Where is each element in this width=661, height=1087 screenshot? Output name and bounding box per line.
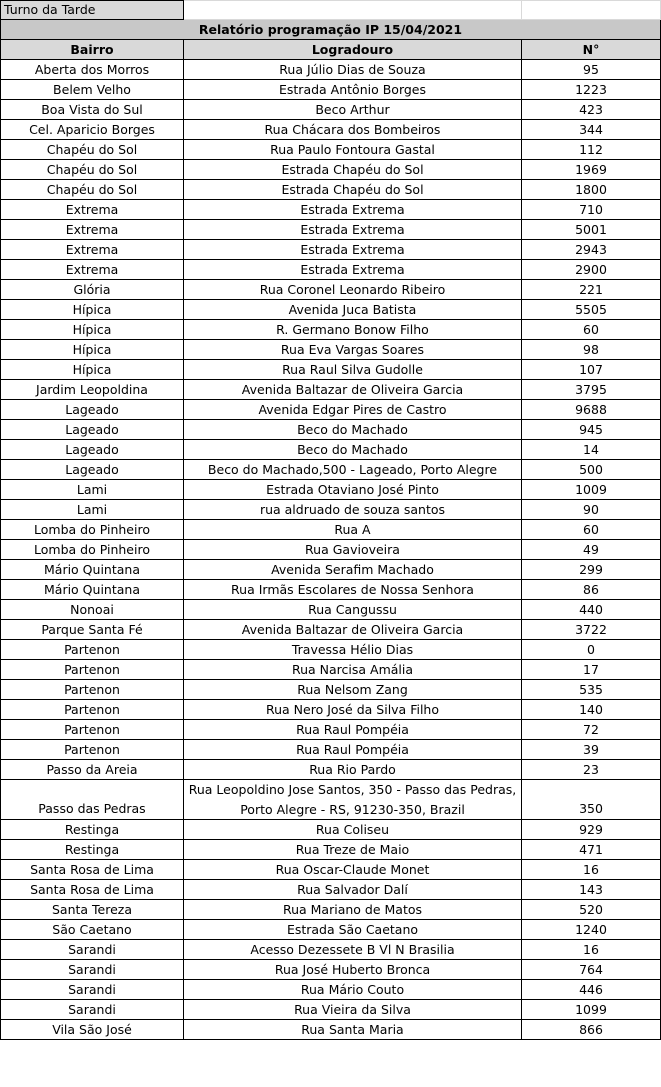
cell-numero[interactable]: 535: [522, 680, 661, 700]
cell-numero[interactable]: 86: [522, 580, 661, 600]
shift-row: [0, 0, 661, 20]
cell-bairro[interactable]: Sarandi: [0, 980, 184, 1000]
cell-numero[interactable]: 299: [522, 560, 661, 580]
cell-bairro[interactable]: Partenon: [0, 660, 184, 680]
cell-bairro[interactable]: Lageado: [0, 420, 184, 440]
cell-logradouro[interactable]: Estrada Chapéu do Sol: [184, 180, 522, 200]
empty-cell[interactable]: [522, 0, 661, 20]
table-row: [0, 480, 661, 500]
cell-logradouro[interactable]: Rua Salvador Dalí: [184, 880, 522, 900]
cell-numero[interactable]: 344: [522, 120, 661, 140]
table-row: [0, 840, 661, 860]
cell-numero[interactable]: 14: [522, 440, 661, 460]
cell-numero[interactable]: 2900: [522, 260, 661, 280]
cell-numero[interactable]: 764: [522, 960, 661, 980]
cell-numero[interactable]: 945: [522, 420, 661, 440]
cell-bairro[interactable]: Hípica: [0, 320, 184, 340]
cell-bairro[interactable]: Partenon: [0, 680, 184, 700]
table-row: [0, 440, 661, 460]
table-row: [0, 980, 661, 1000]
table-row: [0, 1020, 661, 1040]
cell-numero[interactable]: 140: [522, 700, 661, 720]
cell-logradouro[interactable]: Rua Júlio Dias de Souza: [184, 60, 522, 80]
table-row: [0, 920, 661, 940]
table-row: [0, 340, 661, 360]
cell-bairro[interactable]: Partenon: [0, 700, 184, 720]
cell-bairro[interactable]: Cel. Aparicio Borges: [0, 120, 184, 140]
cell-logradouro[interactable]: Rua Nelsom Zang: [184, 680, 522, 700]
cell-numero[interactable]: 9688: [522, 400, 661, 420]
cell-numero[interactable]: 520: [522, 900, 661, 920]
cell-bairro[interactable]: Lami: [0, 480, 184, 500]
cell-logradouro[interactable]: Estrada Otaviano José Pinto: [184, 480, 522, 500]
table-row: [0, 960, 661, 980]
cell-bairro[interactable]: Chapéu do Sol: [0, 180, 184, 200]
cell-bairro[interactable]: Sarandi: [0, 940, 184, 960]
cell-bairro[interactable]: Hípica: [0, 360, 184, 380]
title-row: [0, 20, 661, 40]
cell-bairro[interactable]: Partenon: [0, 720, 184, 740]
cell-logradouro[interactable]: Estrada Extrema: [184, 220, 522, 240]
cell-bairro[interactable]: Extrema: [0, 240, 184, 260]
cell-numero[interactable]: 23: [522, 760, 661, 780]
cell-logradouro[interactable]: Avenida Edgar Pires de Castro: [184, 400, 522, 420]
cell-bairro[interactable]: Hípica: [0, 340, 184, 360]
table-row: [0, 320, 661, 340]
cell-bairro[interactable]: Nonoai: [0, 600, 184, 620]
table-row: [0, 220, 661, 240]
cell-bairro[interactable]: Mário Quintana: [0, 560, 184, 580]
cell-logradouro[interactable]: Avenida Baltazar de Oliveira Garcia: [184, 380, 522, 400]
cell-logradouro[interactable]: Estrada São Caetano: [184, 920, 522, 940]
cell-logradouro[interactable]: Rua José Huberto Bronca: [184, 960, 522, 980]
cell-numero[interactable]: 1099: [522, 1000, 661, 1020]
cell-logradouro[interactable]: Rua Eva Vargas Soares: [184, 340, 522, 360]
cell-numero[interactable]: 112: [522, 140, 661, 160]
cell-bairro[interactable]: Belem Velho: [0, 80, 184, 100]
shift-label[interactable]: Turno da Tarde: [0, 0, 184, 20]
cell-logradouro[interactable]: Rua Treze de Maio: [184, 840, 522, 860]
header-bairro[interactable]: Bairro: [0, 40, 184, 60]
table-row: [0, 200, 661, 220]
table-row: [0, 80, 661, 100]
cell-bairro[interactable]: Glória: [0, 280, 184, 300]
cell-logradouro[interactable]: Avenida Juca Batista: [184, 300, 522, 320]
table-row: [0, 140, 661, 160]
cell-numero[interactable]: 3722: [522, 620, 661, 640]
cell-numero[interactable]: 221: [522, 280, 661, 300]
table-row: [0, 580, 661, 600]
cell-logradouro[interactable]: Travessa Hélio Dias: [184, 640, 522, 660]
table-row: [0, 940, 661, 960]
cell-numero[interactable]: 866: [522, 1020, 661, 1040]
cell-bairro[interactable]: Santa Rosa de Lima: [0, 880, 184, 900]
cell-numero[interactable]: 16: [522, 860, 661, 880]
cell-logradouro[interactable]: Rua Santa Maria: [184, 1020, 522, 1040]
cell-logradouro[interactable]: Rua Oscar-Claude Monet: [184, 860, 522, 880]
cell-bairro[interactable]: Jardim Leopoldina: [0, 380, 184, 400]
cell-numero[interactable]: 39: [522, 740, 661, 760]
cell-logradouro[interactable]: Estrada Extrema: [184, 200, 522, 220]
table-row: [0, 720, 661, 740]
cell-bairro[interactable]: Extrema: [0, 260, 184, 280]
cell-bairro[interactable]: Passo das Pedras: [0, 780, 184, 820]
table-row: [0, 540, 661, 560]
table-row: [0, 180, 661, 200]
cell-logradouro[interactable]: Rua Raul Pompéia: [184, 720, 522, 740]
table-row: [0, 460, 661, 480]
table-row: [0, 120, 661, 140]
cell-bairro[interactable]: Hípica: [0, 300, 184, 320]
table-row: [0, 520, 661, 540]
table-row: [0, 400, 661, 420]
cell-logradouro[interactable]: Rua Cangussu: [184, 600, 522, 620]
cell-bairro[interactable]: Lami: [0, 500, 184, 520]
cell-bairro[interactable]: Santa Tereza: [0, 900, 184, 920]
cell-numero[interactable]: 1240: [522, 920, 661, 940]
table-body: [0, 60, 661, 1040]
cell-logradouro[interactable]: Acesso Dezessete B Vl N Brasilia: [184, 940, 522, 960]
header-numero[interactable]: N°: [522, 40, 661, 60]
cell-logradouro[interactable]: Rua Raul Pompéia: [184, 740, 522, 760]
table-row: [0, 100, 661, 120]
table-row: [0, 60, 661, 80]
cell-numero[interactable]: 17: [522, 660, 661, 680]
cell-numero[interactable]: 49: [522, 540, 661, 560]
cell-numero[interactable]: 423: [522, 100, 661, 120]
cell-logradouro[interactable]: Avenida Baltazar de Oliveira Garcia: [184, 620, 522, 640]
cell-numero[interactable]: 710: [522, 200, 661, 220]
cell-numero[interactable]: 107: [522, 360, 661, 380]
cell-numero[interactable]: 350: [522, 780, 661, 820]
cell-logradouro[interactable]: Estrada Extrema: [184, 260, 522, 280]
table-row: [0, 280, 661, 300]
table-row: [0, 820, 661, 840]
cell-logradouro[interactable]: Rua Rio Pardo: [184, 760, 522, 780]
cell-bairro[interactable]: Chapéu do Sol: [0, 140, 184, 160]
cell-logradouro[interactable]: Rua Chácara dos Bombeiros: [184, 120, 522, 140]
cell-bairro[interactable]: Lomba do Pinheiro: [0, 540, 184, 560]
cell-logradouro[interactable]: Rua Raul Silva Gudolle: [184, 360, 522, 380]
cell-logradouro[interactable]: Rua Nero José da Silva Filho: [184, 700, 522, 720]
cell-bairro[interactable]: São Caetano: [0, 920, 184, 940]
cell-bairro[interactable]: Vila São José: [0, 1020, 184, 1040]
cell-logradouro[interactable]: Rua Narcisa Amália: [184, 660, 522, 680]
table-row: [0, 620, 661, 640]
cell-logradouro[interactable]: Rua A: [184, 520, 522, 540]
table-row: [0, 300, 661, 320]
table-row: [0, 740, 661, 760]
cell-logradouro[interactable]: Beco do Machado,500 - Lageado, Porto Alegre: [184, 460, 522, 480]
cell-logradouro[interactable]: Beco do Machado: [184, 420, 522, 440]
cell-numero[interactable]: 1223: [522, 80, 661, 100]
empty-cell[interactable]: [184, 0, 522, 20]
cell-bairro[interactable]: Sarandi: [0, 1000, 184, 1020]
cell-logradouro[interactable]: R. Germano Bonow Filho: [184, 320, 522, 340]
cell-numero[interactable]: 1009: [522, 480, 661, 500]
table-row: [0, 260, 661, 280]
cell-numero[interactable]: 929: [522, 820, 661, 840]
cell-numero[interactable]: 72: [522, 720, 661, 740]
cell-logradouro[interactable]: [184, 780, 522, 820]
cell-numero[interactable]: 95: [522, 60, 661, 80]
cell-bairro[interactable]: Chapéu do Sol: [0, 160, 184, 180]
cell-logradouro[interactable]: Beco do Machado: [184, 440, 522, 460]
table-row: [0, 160, 661, 180]
cell-numero[interactable]: 143: [522, 880, 661, 900]
cell-bairro[interactable]: Lageado: [0, 440, 184, 460]
cell-logradouro[interactable]: Estrada Extrema: [184, 240, 522, 260]
cell-numero[interactable]: 90: [522, 500, 661, 520]
header-row: [0, 40, 661, 60]
cell-logradouro[interactable]: Rua Mariano de Matos: [184, 900, 522, 920]
cell-bairro[interactable]: Parque Santa Fé: [0, 620, 184, 640]
cell-numero[interactable]: 0: [522, 640, 661, 660]
cell-logradouro[interactable]: Rua Vieira da Silva: [184, 1000, 522, 1020]
cell-numero[interactable]: 471: [522, 840, 661, 860]
cell-numero[interactable]: 440: [522, 600, 661, 620]
report-title[interactable]: Relatório programação IP 15/04/2021: [0, 20, 661, 40]
cell-logradouro[interactable]: Rua Coronel Leonardo Ribeiro: [184, 280, 522, 300]
cell-logradouro[interactable]: Rua Gavioveira: [184, 540, 522, 560]
table-row: [0, 600, 661, 620]
cell-bairro[interactable]: Mário Quintana: [0, 580, 184, 600]
cell-numero[interactable]: 98: [522, 340, 661, 360]
cell-logradouro[interactable]: Rua Irmãs Escolares de Nossa Senhora: [184, 580, 522, 600]
cell-bairro[interactable]: Sarandi: [0, 960, 184, 980]
table-row: [0, 900, 661, 920]
cell-logradouro[interactable]: rua aldruado de souza santos: [184, 500, 522, 520]
table-row: [0, 640, 661, 660]
cell-numero[interactable]: 1969: [522, 160, 661, 180]
cell-numero[interactable]: 3795: [522, 380, 661, 400]
table-row: [0, 360, 661, 380]
cell-bairro[interactable]: Extrema: [0, 220, 184, 240]
cell-numero[interactable]: 500: [522, 460, 661, 480]
cell-logradouro[interactable]: Estrada Chapéu do Sol: [184, 160, 522, 180]
table-row: [0, 240, 661, 260]
table-row: [0, 1000, 661, 1020]
cell-bairro[interactable]: Partenon: [0, 640, 184, 660]
cell-numero[interactable]: 5001: [522, 220, 661, 240]
cell-bairro[interactable]: Partenon: [0, 740, 184, 760]
cell-bairro[interactable]: Lageado: [0, 460, 184, 480]
cell-bairro[interactable]: Lageado: [0, 400, 184, 420]
table-row: [0, 760, 661, 780]
table-row: [0, 880, 661, 900]
table-row: [0, 700, 661, 720]
table-row: [0, 780, 661, 820]
table-row: [0, 680, 661, 700]
table-row: [0, 660, 661, 680]
cell-bairro[interactable]: Passo da Areia: [0, 760, 184, 780]
cell-text-line: Rua Leopoldino Jose Santos, 350 - Passo das Pedras,: [188, 781, 517, 797]
cell-numero[interactable]: 446: [522, 980, 661, 1000]
cell-numero[interactable]: 5505: [522, 300, 661, 320]
cell-numero[interactable]: 60: [522, 320, 661, 340]
cell-logradouro[interactable]: Estrada Antônio Borges: [184, 80, 522, 100]
cell-bairro[interactable]: Aberta dos Morros: [0, 60, 184, 80]
cell-text-line: Porto Alegre - RS, 91230-350, Brazil: [240, 801, 465, 817]
header-logradouro[interactable]: Logradouro: [184, 40, 522, 60]
cell-numero[interactable]: 16: [522, 940, 661, 960]
cell-bairro[interactable]: Extrema: [0, 200, 184, 220]
cell-bairro[interactable]: Boa Vista do Sul: [0, 100, 184, 120]
cell-bairro[interactable]: Restinga: [0, 820, 184, 840]
table-row: [0, 420, 661, 440]
cell-logradouro[interactable]: Rua Mário Couto: [184, 980, 522, 1000]
cell-numero[interactable]: 2943: [522, 240, 661, 260]
cell-logradouro[interactable]: Avenida Serafim Machado: [184, 560, 522, 580]
cell-logradouro[interactable]: Rua Coliseu: [184, 820, 522, 840]
cell-numero[interactable]: 60: [522, 520, 661, 540]
cell-bairro[interactable]: Restinga: [0, 840, 184, 860]
cell-bairro[interactable]: Lomba do Pinheiro: [0, 520, 184, 540]
table-row: [0, 860, 661, 880]
cell-numero[interactable]: 1800: [522, 180, 661, 200]
cell-logradouro[interactable]: Rua Paulo Fontoura Gastal: [184, 140, 522, 160]
cell-bairro[interactable]: Santa Rosa de Lima: [0, 860, 184, 880]
table-row: [0, 560, 661, 580]
table-row: [0, 380, 661, 400]
cell-logradouro[interactable]: Beco Arthur: [184, 100, 522, 120]
table-row: [0, 500, 661, 520]
